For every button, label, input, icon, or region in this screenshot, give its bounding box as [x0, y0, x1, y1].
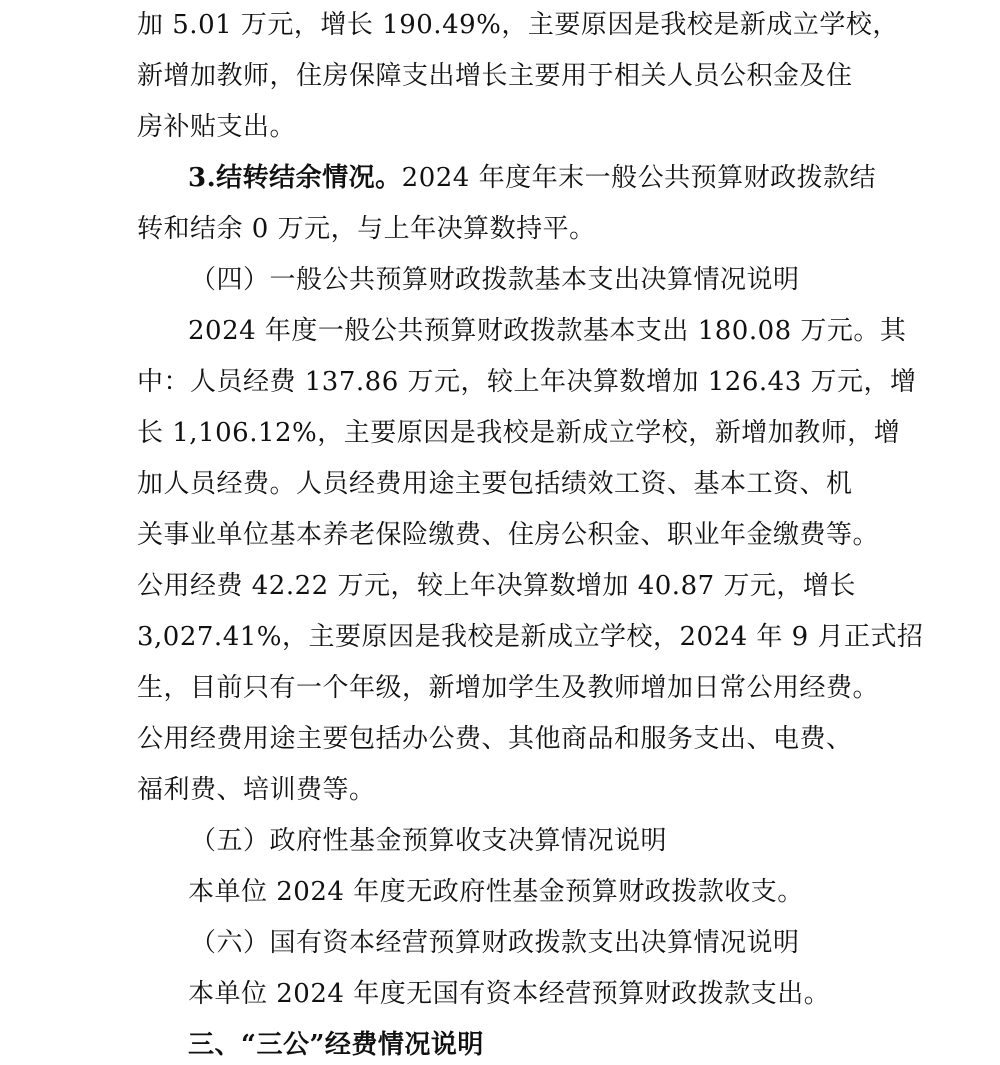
paragraph-line: 公用经费 42.22 万元，较上年决算数增加 40.87 万元，增长 — [137, 571, 856, 601]
major-section-heading: 三、“三公”经费情况说明 — [188, 1030, 484, 1060]
carryover-heading: 3.结转结余情况。 — [188, 163, 402, 193]
section-heading-6: （六）国有资本经营预算财政拨款支出决算情况说明 — [190, 928, 800, 958]
paragraph-line: 长 1,106.12%，主要原因是我校是新成立学校，新增加教师，增 — [137, 418, 901, 448]
paragraph-line: 3,027.41%，主要原因是我校是新成立学校，2024 年 9 月正式招 — [137, 622, 924, 652]
paragraph-line: 加人员经费。人员经费用途主要包括绩效工资、基本工资、机 — [137, 469, 853, 499]
paragraph-line: 本单位 2024 年度无政府性基金预算财政拨款收支。 — [188, 877, 804, 907]
section-heading-5: （五）政府性基金预算收支决算情况说明 — [190, 826, 668, 856]
paragraph-line: 2024 年度一般公共预算财政拨款基本支出 180.08 万元。其 — [188, 316, 907, 346]
paragraph-line: 本单位 2024 年度无国有资本经营预算财政拨款支出。 — [188, 979, 831, 1009]
paragraph-line: 加 5.01 万元，增长 190.49%，主要原因是我校是新成立学校， — [137, 10, 899, 40]
paragraph-line: 生，目前只有一个年级，新增加学生及教师增加日常公用经费。 — [137, 673, 880, 703]
carryover-paragraph-line — [0, 158, 1000, 198]
paragraph-line: 公用经费用途主要包括办公费、其他商品和服务支出、电费、 — [137, 724, 853, 754]
section-heading-4: （四）一般公共预算财政拨款基本支出决算情况说明 — [190, 265, 800, 295]
paragraph-line: 房补贴支出。 — [137, 112, 297, 142]
paragraph-line: 福利费、培训费等。 — [137, 775, 376, 805]
paragraph-line: 转和结余 0 万元，与上年决算数持平。 — [137, 214, 596, 244]
carryover-text: 2024 年度年末一般公共预算财政拨款结 — [401, 163, 877, 193]
paragraph-line: 新增加教师，住房保障支出增长主要用于相关人员公积金及住 — [137, 61, 853, 91]
paragraph-line: 关事业单位基本养老保险缴费、住房公积金、职业年金缴费等。 — [137, 520, 880, 550]
paragraph-line: 中：人员经费 137.86 万元，较上年决算数增加 126.43 万元，增 — [137, 367, 917, 397]
